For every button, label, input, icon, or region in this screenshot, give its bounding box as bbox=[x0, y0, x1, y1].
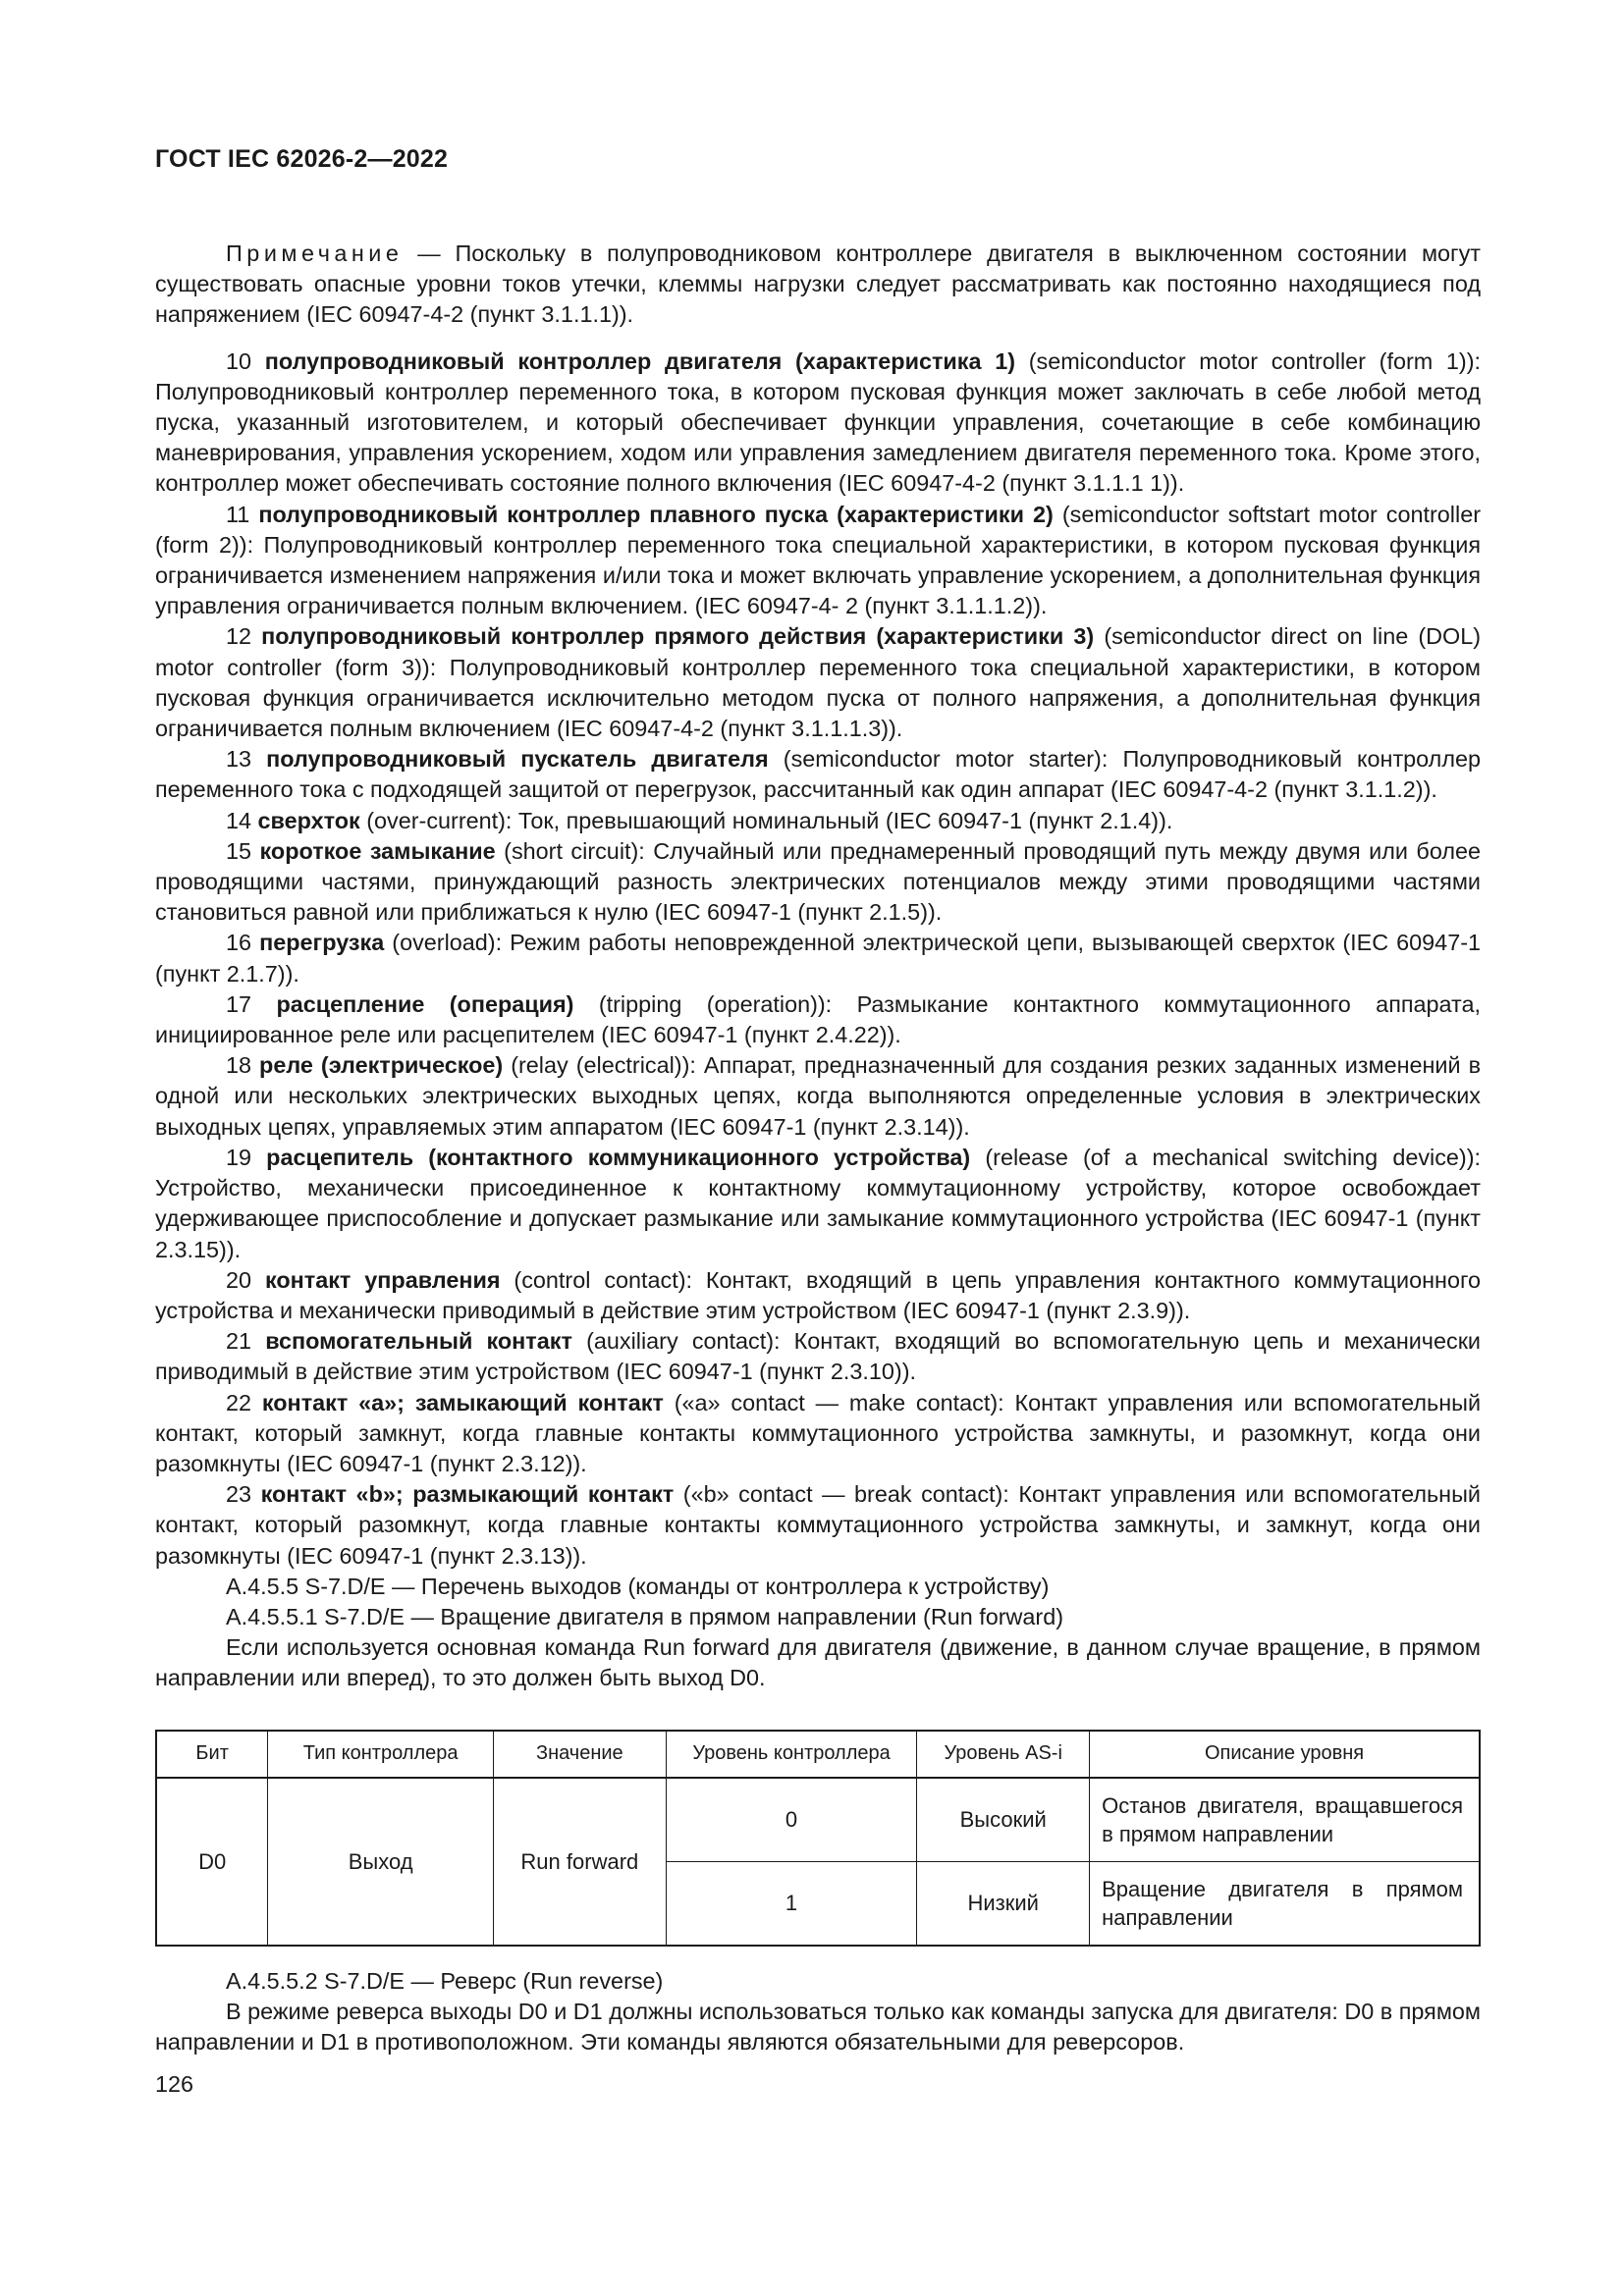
table-header-cell: Бит bbox=[156, 1731, 268, 1778]
asi-level-cell: Высокий bbox=[917, 1778, 1090, 1862]
definition-text: (tripping (operation)): Размыкание контактного коммутационного аппарата, инициированное реле или расцепителем (IEC 60947-1 (пункт 2.4.22)). bbox=[155, 990, 1481, 1048]
body-text bbox=[155, 239, 1481, 2057]
definition-term: контакт «а»; замыкающий контакт bbox=[261, 1389, 664, 1415]
definition-number: 21 bbox=[226, 1328, 252, 1355]
definition-term: перегрузка bbox=[259, 930, 385, 956]
definition-paragraph bbox=[155, 1050, 1481, 1143]
note-text: — Поскольку в полупроводниковом контроллере двигателя в выключенном состоянии могут существовать опасные уровни токов утечки, клеммы нагрузки следует рассматривать как постоянно находящиеся под напряжением (IEC 60947-4-2 (пункт 3.1.1.1)). bbox=[155, 240, 1481, 328]
definitions-list bbox=[155, 347, 1481, 1572]
definition-term: полупроводниковый контроллер плавного пуска (характеристики 2) bbox=[258, 501, 1054, 527]
definition-text: (semiconductor motor controller (form 1)): Полупроводниковый контроллер переменного тока, в котором пусковая функция может заключать в себе любой метод пуска, указанный изготовителем, и который обеспечивает функции управления, сочетающие в себе комбинацию маневрирования, управления ускорением, ходом или управления замедлением двигателя переменного тока. Кроме этого, контроллер может обеспечивать состояние полного включения (IEC 60947-4-2 (пункт 3.1.1.1 1)). bbox=[155, 347, 1482, 497]
definition-number: 12 bbox=[226, 623, 252, 650]
definition-term: сверхток bbox=[257, 807, 360, 833]
definition-text: (short circuit): Случайный или преднамеренный проводящий путь между двумя или более проводящими частями, принуждающий разность электрических потенциалов между этими проводящими частями становиться равной или приближаться к нулю (IEC 60947-1 (пункт 2.1.5)). bbox=[155, 837, 1481, 926]
value-cell: Run forward bbox=[493, 1778, 666, 1946]
definition-number: 18 bbox=[226, 1052, 252, 1079]
definition-paragraph bbox=[155, 500, 1481, 622]
definition-paragraph bbox=[155, 928, 1481, 988]
definition-text: (release (of a mechanical switching device)): Устройство, механически присоединенное к контактному коммутационному устройству, которое освобождает удерживающее приспособление и допускает размыкание или замыкание коммутационного устройства (IEC 60947-1 (пункт 2.3.15)). bbox=[155, 1144, 1482, 1262]
definition-term: полупроводниковый контроллер двигателя (характеристика 1) bbox=[264, 347, 1016, 374]
table-header-cell: Уровень AS-i bbox=[917, 1731, 1090, 1778]
definition-paragraph bbox=[155, 1326, 1481, 1387]
section-subheading: А.4.5.5.1 S-7.D/E — Вращение двигателя в прямом направлении (Run forward) bbox=[226, 1603, 1064, 1629]
definition-paragraph bbox=[155, 806, 1481, 836]
document-page bbox=[155, 145, 1481, 2098]
definition-text: (over-current): Ток, превышающий номинальный (IEC 60947-1 (пункт 2.1.4)). bbox=[359, 807, 1173, 833]
section-paragraph: Если используется основная команда Run forward для двигателя (движение, в данном случае вращение, в прямом направлении или вперед), то это должен быть выход D0. bbox=[155, 1634, 1481, 1691]
definition-number: 11 bbox=[226, 501, 250, 527]
definition-term: короткое замыкание bbox=[259, 837, 496, 864]
table-header-cell: Уровень контроллера bbox=[666, 1731, 917, 1778]
definition-number: 17 bbox=[226, 990, 252, 1017]
document-header: ГОСТ IEC 62026-2—2022 bbox=[155, 145, 449, 173]
definition-term: полупроводниковый контроллер прямого действия (характеристики 3) bbox=[261, 623, 1095, 650]
bit-cell: D0 bbox=[156, 1778, 268, 1946]
definition-number: 23 bbox=[226, 1481, 252, 1508]
definition-term: контакт управления bbox=[264, 1266, 501, 1293]
controller-level-cell: 0 bbox=[666, 1778, 917, 1862]
definition-number: 16 bbox=[226, 930, 252, 956]
definition-text: (control contact): Контакт, входящий в цепь управления контактного коммутационного устройства и механически приводимый в действие этим устройством (IEC 60947-1 (пункт 2.3.9)). bbox=[155, 1266, 1481, 1323]
asi-level-cell: Низкий bbox=[917, 1861, 1090, 1946]
definition-paragraph bbox=[155, 347, 1481, 500]
definition-paragraph bbox=[155, 836, 1481, 929]
table-header-row bbox=[156, 1731, 1480, 1778]
definition-paragraph bbox=[155, 621, 1481, 744]
definition-text: (auxiliary contact): Контакт, входящий во вспомогательную цепь и механически приводимый в действие этим устройством (IEC 60947-1 (пункт 2.3.10)). bbox=[155, 1328, 1481, 1385]
type-cell: Выход bbox=[268, 1778, 494, 1946]
definition-paragraph bbox=[155, 1388, 1481, 1480]
definition-text: (semiconductor softstart motor controller (form 2)): Полупроводниковый контроллер переменного тока специальной характеристики, в котором пусковая функция ограничивается изменением напряжения и/или тока и может включать управление ускорением, а дополнительная функция управления ограничивается полным включением. (IEC 60947-4- 2 (пункт 3.1.1.1.2)). bbox=[155, 501, 1481, 619]
definition-term: вспомогательный контакт bbox=[265, 1328, 572, 1355]
section-heading: А.4.5.5 S-7.D/E — Перечень выходов (команды от контроллера к устройству) bbox=[226, 1573, 1050, 1599]
section-paragraph: В режиме реверса выходы D0 и D1 должны использоваться только как команды запуска для двигателя: D0 в прямом направлении и D1 в противоположном. Эти команды являются обязательными для реверсоров. bbox=[155, 1998, 1481, 2055]
definition-paragraph bbox=[155, 1479, 1481, 1572]
definition-number: 14 bbox=[226, 807, 252, 833]
note-label: Примечание bbox=[226, 240, 404, 266]
controller-level-cell: 1 bbox=[666, 1861, 917, 1946]
description-cell: Вращение двигателя в прямом направлении bbox=[1090, 1861, 1480, 1946]
definition-paragraph bbox=[155, 1143, 1481, 1265]
definition-paragraph bbox=[155, 989, 1481, 1050]
definition-text: (relay (electrical)): Аппарат, предназначенный для создания резких заданных изменений в одной или нескольких электрических выходных цепях, когда выполняются определенные условия в электрических выходных цепях, управляемых этим аппаратом (IEC 60947-1 (пункт 2.3.14)). bbox=[155, 1052, 1481, 1140]
table-header-cell: Тип контроллера bbox=[268, 1731, 494, 1778]
definition-number: 20 bbox=[226, 1266, 252, 1293]
definition-text: («а» contact — make contact): Контакт управления или вспомогательный контакт, который замкнут, когда главные контакты коммутационного устройства замкнуты, и разомкнут, когда они разомкнуты (IEC 60947-1 (пункт 2.3.12)). bbox=[155, 1389, 1482, 1476]
definition-number: 10 bbox=[226, 347, 252, 374]
definition-term: расцепитель (контактного коммуникационного устройства) bbox=[266, 1144, 971, 1170]
table-header-cell: Значение bbox=[493, 1731, 666, 1778]
definition-term: полупроводниковый пускатель двигателя bbox=[266, 746, 769, 773]
table-row bbox=[156, 1778, 1480, 1862]
definition-number: 15 bbox=[226, 837, 252, 864]
definition-paragraph bbox=[155, 744, 1481, 805]
description-cell: Останов двигателя, вращавшегося в прямом направлении bbox=[1090, 1778, 1480, 1862]
definition-number: 22 bbox=[226, 1389, 252, 1415]
definition-paragraph bbox=[155, 1265, 1481, 1326]
note-paragraph bbox=[155, 239, 1481, 331]
definition-number: 19 bbox=[226, 1144, 252, 1170]
section-heading: А.4.5.5.2 S-7.D/E — Реверс (Run reverse) bbox=[226, 1967, 664, 1994]
table-header-cell: Описание уровня bbox=[1090, 1731, 1480, 1778]
definition-term: расцепление (операция) bbox=[276, 990, 574, 1017]
definition-text: (overload): Режим работы неповрежденной электрической цепи, вызывающей сверхток (IEC 60947-1 (пункт 2.1.7)). bbox=[155, 930, 1482, 987]
definition-term: реле (электрическое) bbox=[259, 1052, 504, 1079]
definition-number: 13 bbox=[226, 746, 252, 773]
page-number: 126 bbox=[155, 2071, 194, 2098]
definition-text: («b» contact — break contact): Контакт управления или вспомогательный контакт, который разомкнут, когда главные контакты коммутационного устройства замкнуты, и замкнут, когда они разомкнуты (IEC 60947-1 (пункт 2.3.13)). bbox=[155, 1481, 1481, 1569]
definition-text: (semiconductor direct on line (DOL) motor controller (form 3)): Полупроводниковый контроллер переменного тока специальной характеристики, в котором пусковая функция ограничивается исключительно методом пуска от полного напряжения, а дополнительная функция ограничивается полным включением (IEC 60947-4-2 (пункт 3.1.1.1.3)). bbox=[155, 623, 1482, 742]
definition-text: (semiconductor motor starter): Полупроводниковый контроллер переменного тока с подходящей защитой от перегрузок, рассчитанный как один аппарат (IEC 60947-4-2 (пункт 3.1.1.2)). bbox=[155, 746, 1481, 803]
definition-term: контакт «b»; размыкающий контакт bbox=[260, 1481, 675, 1508]
bits-table bbox=[155, 1730, 1481, 1947]
